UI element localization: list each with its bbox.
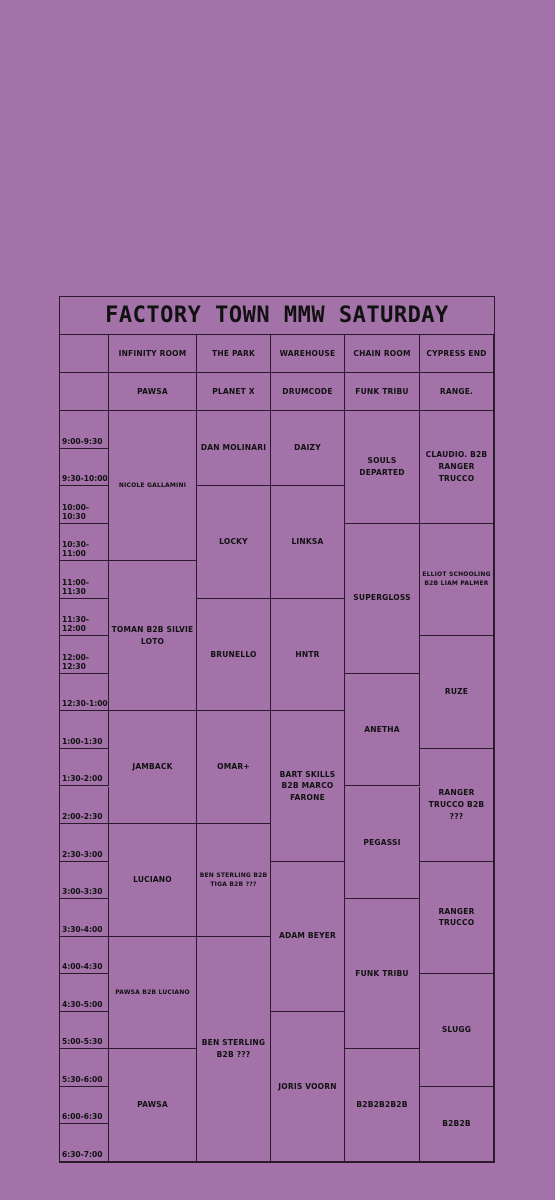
time-slot: 2:30-3:00 [60, 824, 109, 862]
time-slot: 1:00-1:30 [60, 711, 109, 749]
set-block: B2B2B2B2B [345, 1049, 420, 1162]
room-host: DRUMCODE [271, 373, 345, 411]
set-block: TOMAN B2B SILVIE LOTO [109, 561, 197, 711]
set-block: LOCKY [197, 486, 271, 599]
room-header: CYPRESS END [420, 335, 494, 373]
set-block: SUPERGLOSS [345, 524, 420, 674]
set-block: RANGER TRUCCO B2B ??? [420, 749, 494, 862]
set-block: OMAR+ [197, 711, 271, 824]
set-block: B2B2B [420, 1087, 494, 1162]
set-block: ELLIOT SCHOOLING B2B LIAM PALMER [420, 524, 494, 637]
time-slot: 10:00-10:30 [60, 486, 109, 524]
set-block: BEN STERLING B2B ??? [197, 937, 271, 1162]
time-slot: 6:00-6:30 [60, 1087, 109, 1125]
set-block: NICOLE GALLAMINI [109, 411, 197, 561]
set-block: RUZE [420, 636, 494, 749]
set-block: SOULS DEPARTED [345, 411, 420, 524]
time-slot: 10:30-11:00 [60, 524, 109, 562]
room-host: FUNK TRIBU [345, 373, 420, 411]
set-block: BRUNELLO [197, 599, 271, 712]
set-block: ANETHA [345, 674, 420, 787]
time-slot: 9:00-9:30 [60, 411, 109, 449]
time-slot: 11:30-12:00 [60, 599, 109, 637]
room-header: THE PARK [197, 335, 271, 373]
room-header: WAREHOUSE [271, 335, 345, 373]
set-block: LINKSA [271, 486, 345, 599]
room-header: CHAIN ROOM [345, 335, 420, 373]
time-slot: 1:30-2:00 [60, 749, 109, 787]
set-block: CLAUDIO. B2B RANGER TRUCCO [420, 411, 494, 524]
schedule-table [59, 296, 495, 1163]
time-slot: 11:00-11:30 [60, 561, 109, 599]
schedule-title: FACTORY TOWN MMW SATURDAY [60, 297, 494, 335]
header-corner [60, 335, 109, 373]
set-block: PAWSA B2B LUCIANO [109, 937, 197, 1050]
set-block: ADAM BEYER [271, 862, 345, 1012]
time-slot: 5:30-6:00 [60, 1049, 109, 1087]
time-slot: 12:00-12:30 [60, 636, 109, 674]
set-block: DAN MOLINARI [197, 411, 271, 486]
set-block: FUNK TRIBU [345, 899, 420, 1049]
set-block: RANGER TRUCCO [420, 862, 494, 975]
set-block: HNTR [271, 599, 345, 712]
room-host: PLANET X [197, 373, 271, 411]
time-slot: 4:30-5:00 [60, 974, 109, 1012]
time-slot: 12:30-1:00 [60, 674, 109, 712]
room-header: INFINITY ROOM [109, 335, 197, 373]
set-block: JORIS VOORN [271, 1012, 345, 1162]
room-host: PAWSA [109, 373, 197, 411]
time-slot: 6:30-7:00 [60, 1124, 109, 1162]
time-slot: 3:00-3:30 [60, 862, 109, 900]
set-block: BEN STERLING B2B TIGA B2B ??? [197, 824, 271, 937]
set-block: BART SKILLS B2B MARCO FARONE [271, 711, 345, 861]
set-block: SLUGG [420, 974, 494, 1087]
time-slot: 2:00-2:30 [60, 787, 109, 825]
time-slot: 5:00-5:30 [60, 1012, 109, 1050]
host-corner [60, 373, 109, 411]
set-block: JAMBACK [109, 711, 197, 824]
set-block: PEGASSI [345, 787, 420, 900]
time-slot: 4:00-4:30 [60, 937, 109, 975]
time-slot: 9:30-10:00 [60, 449, 109, 487]
room-host: RANGE. [420, 373, 494, 411]
set-block: LUCIANO [109, 824, 197, 937]
time-slot: 3:30-4:00 [60, 899, 109, 937]
set-block: DAIZY [271, 411, 345, 486]
set-block: PAWSA [109, 1049, 197, 1162]
